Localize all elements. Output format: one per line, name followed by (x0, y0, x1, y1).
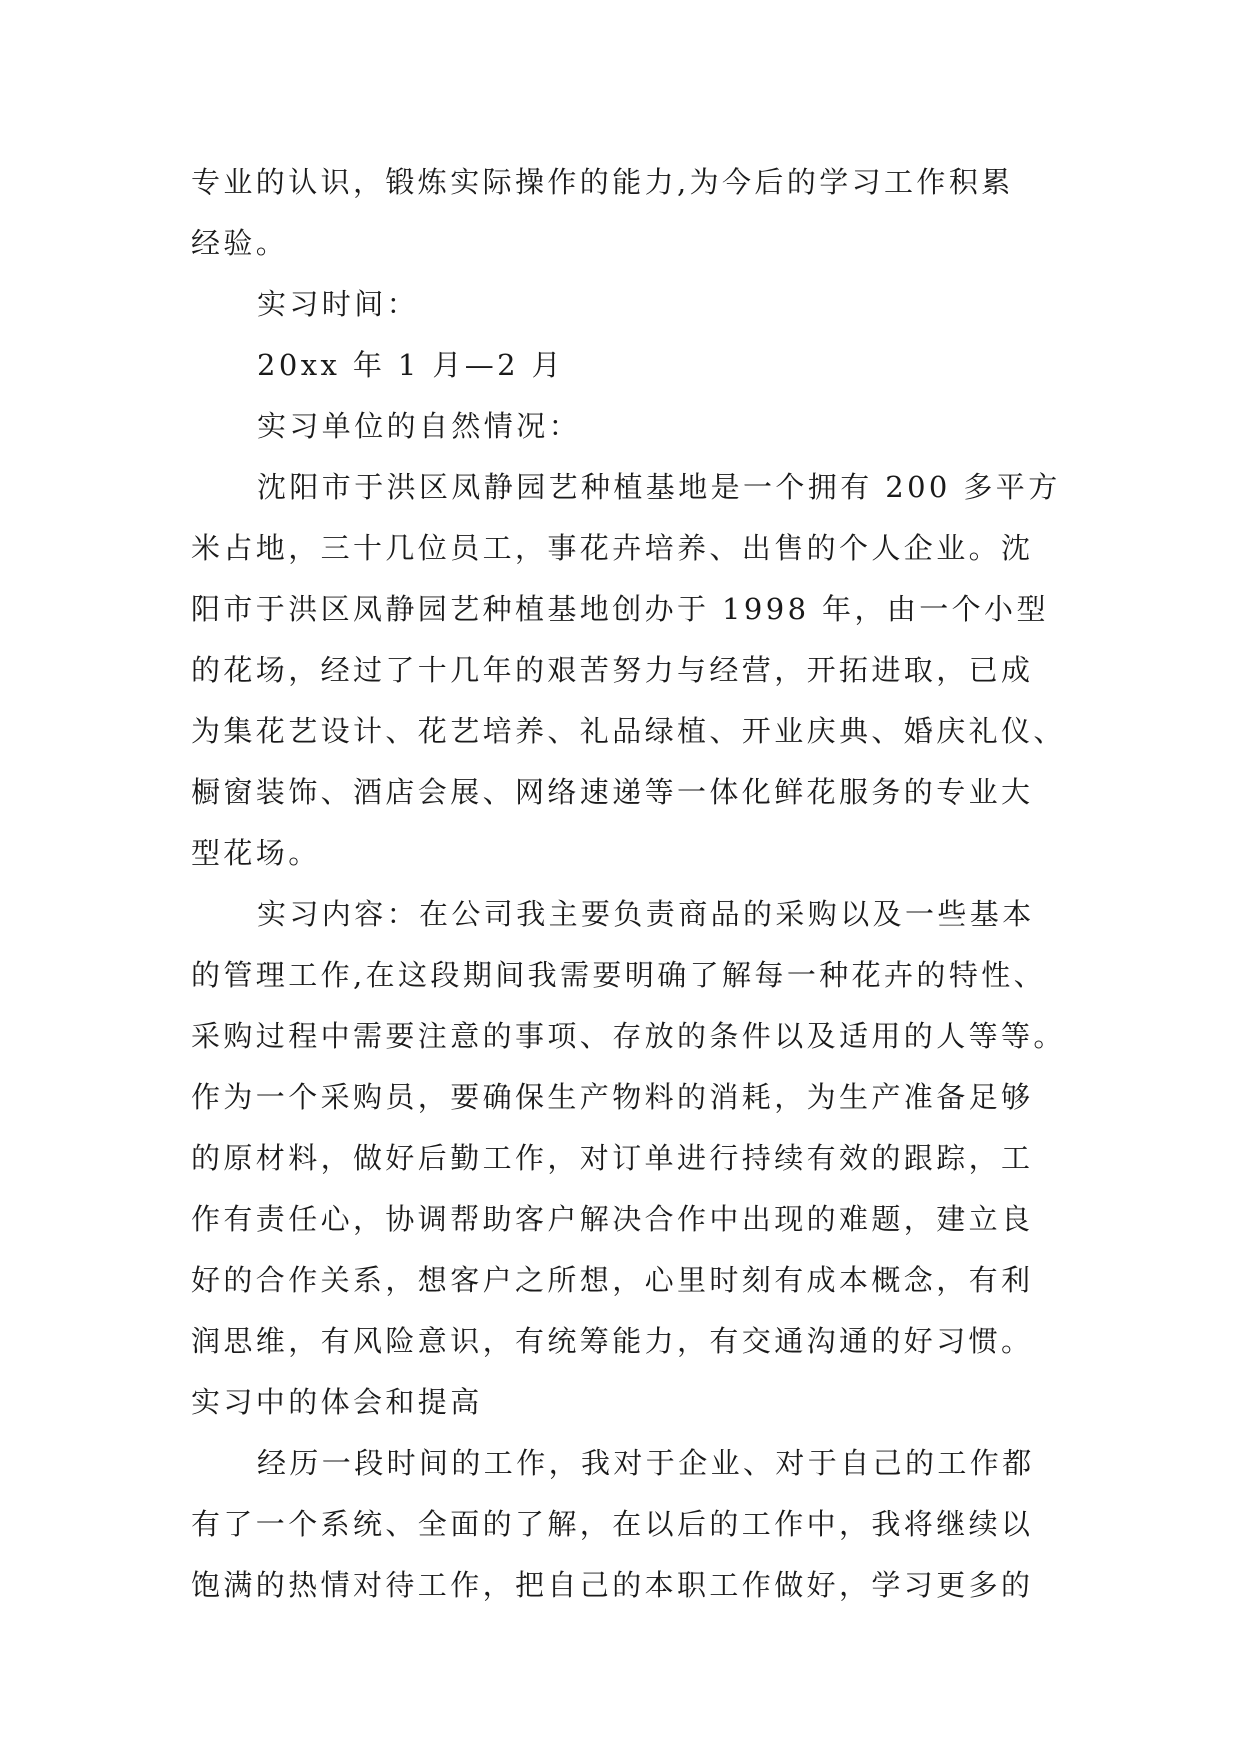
text-line: 采购过程中需要注意的事项、存放的条件以及适用的人等等。 (191, 1019, 1066, 1053)
internship-date-range: 20xx 年 1 月—2 月 (257, 348, 564, 382)
text-line: 型花场。 (191, 836, 321, 870)
section-label-unit-info: 实习单位的自然情况： (257, 409, 582, 443)
text-line: 有了一个系统、全面的了解，在以后的工作中，我将继续以 (191, 1507, 1034, 1541)
section-label-internship-time: 实习时间： (257, 287, 420, 321)
text-line: 作有责任心，协调帮助客户解决合作中出现的难题，建立良 (191, 1202, 1034, 1236)
text-line: 的管理工作,在这段期间我需要明确了解每一种花卉的特性、 (191, 958, 1047, 992)
text-line: 为集花艺设计、花艺培养、礼品绿植、开业庆典、婚庆礼仪、 (191, 714, 1066, 748)
text-line: 作为一个采购员，要确保生产物料的消耗，为生产准备足够 (191, 1080, 1034, 1114)
text-line: 润思维，有风险意识，有统筹能力，有交通沟通的好习惯。 (191, 1324, 1034, 1358)
text-line: 经验。 (191, 226, 289, 260)
text-line: 米占地，三十几位员工，事花卉培养、出售的个人企业。沈 (191, 531, 1034, 565)
text-line: 实习内容：在公司我主要负责商品的采购以及一些基本 (257, 897, 1035, 931)
text-line: 沈阳市于洪区凤静园艺种植基地是一个拥有 200 多平方 (257, 470, 1061, 504)
document-body (191, 152, 1071, 1616)
text-line: 饱满的热情对待工作，把自己的本职工作做好，学习更多的 (191, 1568, 1034, 1602)
section-heading-experience: 实习中的体会和提高 (191, 1385, 483, 1419)
text-line: 橱窗装饰、酒店会展、网络速递等一体化鲜花服务的专业大 (191, 775, 1034, 809)
text-line: 专业的认识，锻炼实际操作的能力,为今后的学习工作积累 (191, 165, 1014, 199)
text-line: 好的合作关系，想客户之所想，心里时刻有成本概念，有利 (191, 1263, 1034, 1297)
text-line: 的原材料，做好后勤工作，对订单进行持续有效的跟踪，工 (191, 1141, 1034, 1175)
text-line: 的花场，经过了十几年的艰苦努力与经营，开拓进取，已成 (191, 653, 1034, 687)
text-line: 阳市于洪区凤静园艺种植基地创办于 1998 年，由一个小型 (191, 592, 1049, 626)
text-line: 经历一段时间的工作，我对于企业、对于自己的工作都 (257, 1446, 1035, 1480)
